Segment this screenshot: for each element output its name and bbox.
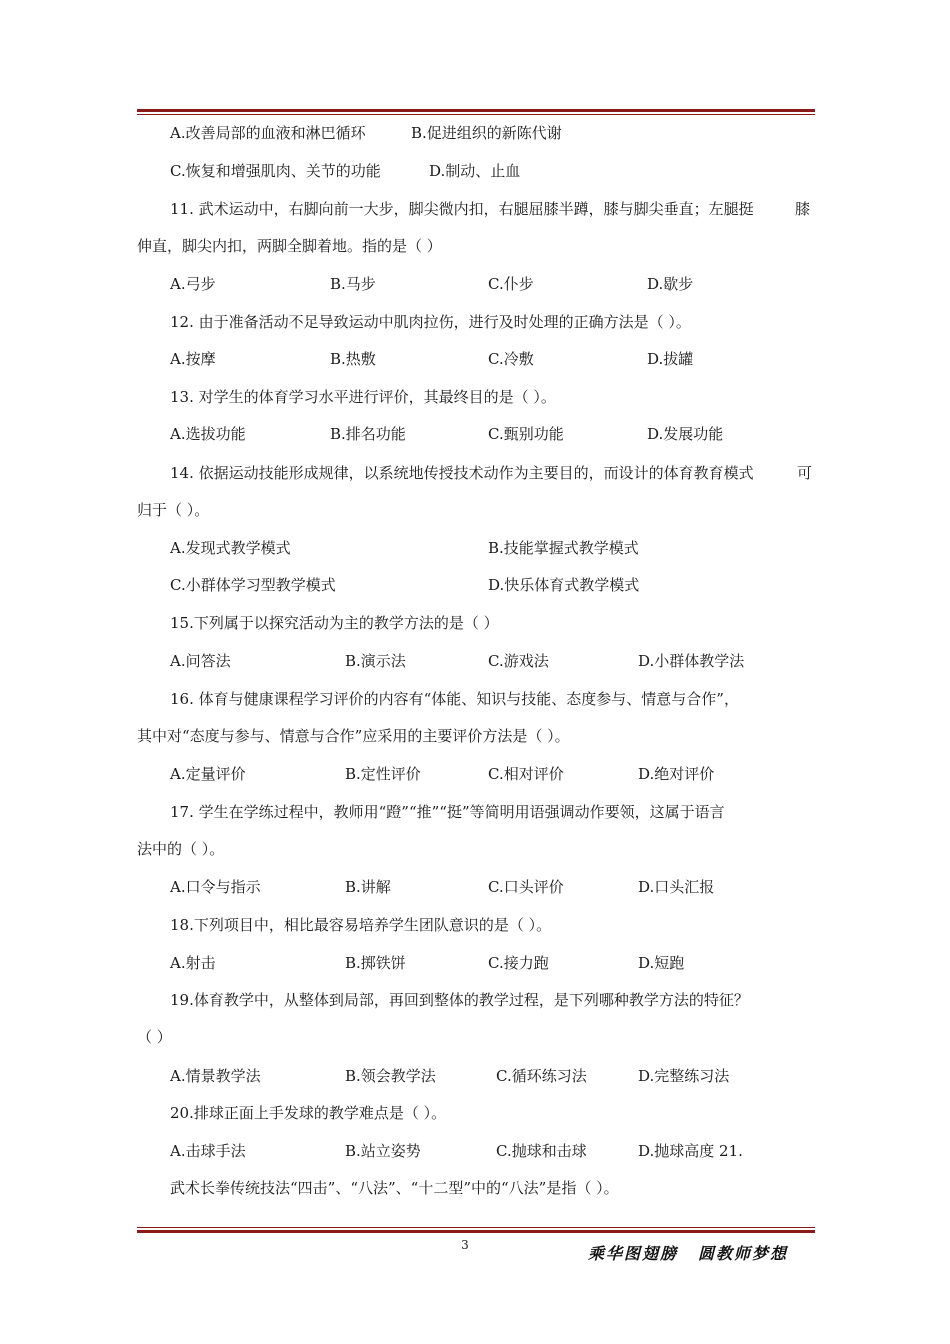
options-14 <box>0 573 950 597</box>
question-11 <box>0 197 950 221</box>
question-text: 13. 对学生的体育学习水平进行评价，其最终目的是（ ）。 <box>170 388 556 406</box>
option-a: A.定量评价 <box>170 765 246 783</box>
option-c: C.相对评价 <box>488 765 564 783</box>
option-a: A.发现式教学模式 <box>170 539 291 557</box>
option-b: B.技能掌握式教学模式 <box>488 539 639 557</box>
option-d: D.完整练习法 <box>638 1067 730 1085</box>
question-text: 12. 由于准备活动不足导致运动中肌肉拉伤，进行及时处理的正确方法是（ ）。 <box>170 313 691 331</box>
option-b: B.讲解 <box>345 878 391 896</box>
option-a: A.情景教学法 <box>170 1067 261 1085</box>
option-d: D.绝对评价 <box>638 765 715 783</box>
option-c: C.甄别功能 <box>488 425 564 443</box>
question-text: 16. 体育与健康课程学习评价的内容有“体能、知识与技能、态度参与、情意与合作”， <box>170 690 739 708</box>
question-text: （ ） <box>137 1028 172 1046</box>
option-b: B.马步 <box>330 275 376 293</box>
option-b: B.定性评价 <box>345 765 421 783</box>
options-19 <box>0 1064 950 1088</box>
question-14-cont <box>0 498 950 522</box>
slogan-right: 圆教师梦想 <box>698 1244 789 1263</box>
option-c: C.抛球和击球 <box>496 1142 587 1160</box>
question-text: 14. 依据运动技能形成规律，以系统地传授技术动作为主要目的，而设计的体育教育模式 <box>170 464 754 482</box>
question-17 <box>0 800 950 824</box>
question-text-tail: 可 <box>797 464 813 482</box>
option-d: D.快乐体育式教学模式 <box>488 576 640 594</box>
option-b: B.站立姿势 <box>345 1142 421 1160</box>
page-number: 3 <box>461 1238 469 1252</box>
option-d: D.发展功能 <box>647 425 724 443</box>
options-14 <box>0 536 950 560</box>
option-line <box>0 159 950 183</box>
option-c: C.小群体学习型教学模式 <box>170 576 336 594</box>
question-16-cont <box>0 724 950 748</box>
option-b: B.演示法 <box>345 652 406 670</box>
question-20 <box>0 1101 950 1125</box>
question-11-cont <box>0 234 950 258</box>
question-text: 其中对“态度与参与、情意与合作”应采用的主要评价方法是（ ）。 <box>137 727 570 745</box>
option-b: B.排名功能 <box>330 425 406 443</box>
question-12 <box>0 310 950 334</box>
question-text: 15.下列属于以探究活动为主的教学方法的是（ ） <box>170 614 499 632</box>
question-17-cont <box>0 837 950 861</box>
option-d: D.制动、止血 <box>429 162 521 180</box>
option-a: A.射击 <box>170 954 216 972</box>
question-text: 18.下列项目中，相比最容易培养学生团队意识的是（ ）。 <box>170 916 552 934</box>
question-text: 17. 学生在学练过程中，教师用“蹬”“推”“挺”等简明用语强调动作要领，这属于语言 <box>170 803 725 821</box>
option-a: A.问答法 <box>170 652 231 670</box>
question-19 <box>0 988 950 1012</box>
question-18 <box>0 913 950 937</box>
option-a: A.口令与指示 <box>170 878 261 896</box>
question-15 <box>0 611 950 635</box>
option-d: D.口头汇报 <box>638 878 715 896</box>
option-c: C.仆步 <box>488 275 534 293</box>
question-text: 11. 武术运动中，右脚向前一大步，脚尖微内扣，右腿屈膝半蹲，膝与脚尖垂直；左腿挺 <box>170 200 754 218</box>
question-13 <box>0 385 950 409</box>
option-d: D.歇步 <box>647 275 694 293</box>
option-b: B.促进组织的新陈代谢 <box>411 124 562 142</box>
option-line <box>0 121 950 145</box>
options-17 <box>0 875 950 899</box>
question-text: 19.体育教学中，从整体到局部，再回到整体的教学过程，是下列哪种教学方法的特征？ <box>170 991 749 1009</box>
question-text: 法中的（ ）。 <box>137 840 225 858</box>
option-d: D.短跑 <box>638 954 685 972</box>
option-b: B.热敷 <box>330 350 376 368</box>
option-b: B.领会教学法 <box>345 1067 436 1085</box>
option-c: C.冷敷 <box>488 350 534 368</box>
slogan-left: 乘华图翅膀 <box>588 1244 679 1263</box>
option-d: D.小群体教学法 <box>638 652 745 670</box>
option-d: D.拔罐 <box>647 350 694 368</box>
question-14 <box>0 461 950 485</box>
question-19-cont <box>0 1025 950 1049</box>
option-a: A.弓步 <box>170 275 216 293</box>
options-18 <box>0 951 950 975</box>
option-a: A.击球手法 <box>170 1142 246 1160</box>
options-12 <box>0 347 950 371</box>
header-rule <box>137 109 815 115</box>
options-15 <box>0 649 950 673</box>
option-c: C.口头评价 <box>488 878 564 896</box>
options-20 <box>0 1139 950 1163</box>
option-c: C.游戏法 <box>488 652 549 670</box>
option-b: B.掷铁饼 <box>345 954 406 972</box>
question-text: 武术长拳传统技法“四击”、“八法”、“十二型”中的“八法”是指（ ）。 <box>170 1179 619 1197</box>
options-11 <box>0 272 950 296</box>
option-c: C.循环练习法 <box>496 1067 587 1085</box>
option-c: C.恢复和增强肌肉、关节的功能 <box>170 162 381 180</box>
option-a: A.改善局部的血液和淋巴循环 <box>170 124 366 142</box>
options-13 <box>0 422 950 446</box>
option-d: D.抛球高度 21. <box>638 1142 743 1160</box>
question-text-tail: 膝 <box>795 200 811 218</box>
footer-rule <box>137 1227 815 1233</box>
question-16 <box>0 687 950 711</box>
option-c: C.接力跑 <box>488 954 549 972</box>
option-a: A.按摩 <box>170 350 216 368</box>
question-text: 伸直，脚尖内扣，两脚全脚着地。指的是（ ） <box>137 237 442 255</box>
option-a: A.选拔功能 <box>170 425 246 443</box>
question-text: 20.排球正面上手发球的教学难点是（ ）。 <box>170 1104 447 1122</box>
options-16 <box>0 762 950 786</box>
footer-slogan <box>588 1241 788 1264</box>
question-text: 归于（ ）。 <box>137 501 210 519</box>
question-21 <box>0 1176 950 1200</box>
